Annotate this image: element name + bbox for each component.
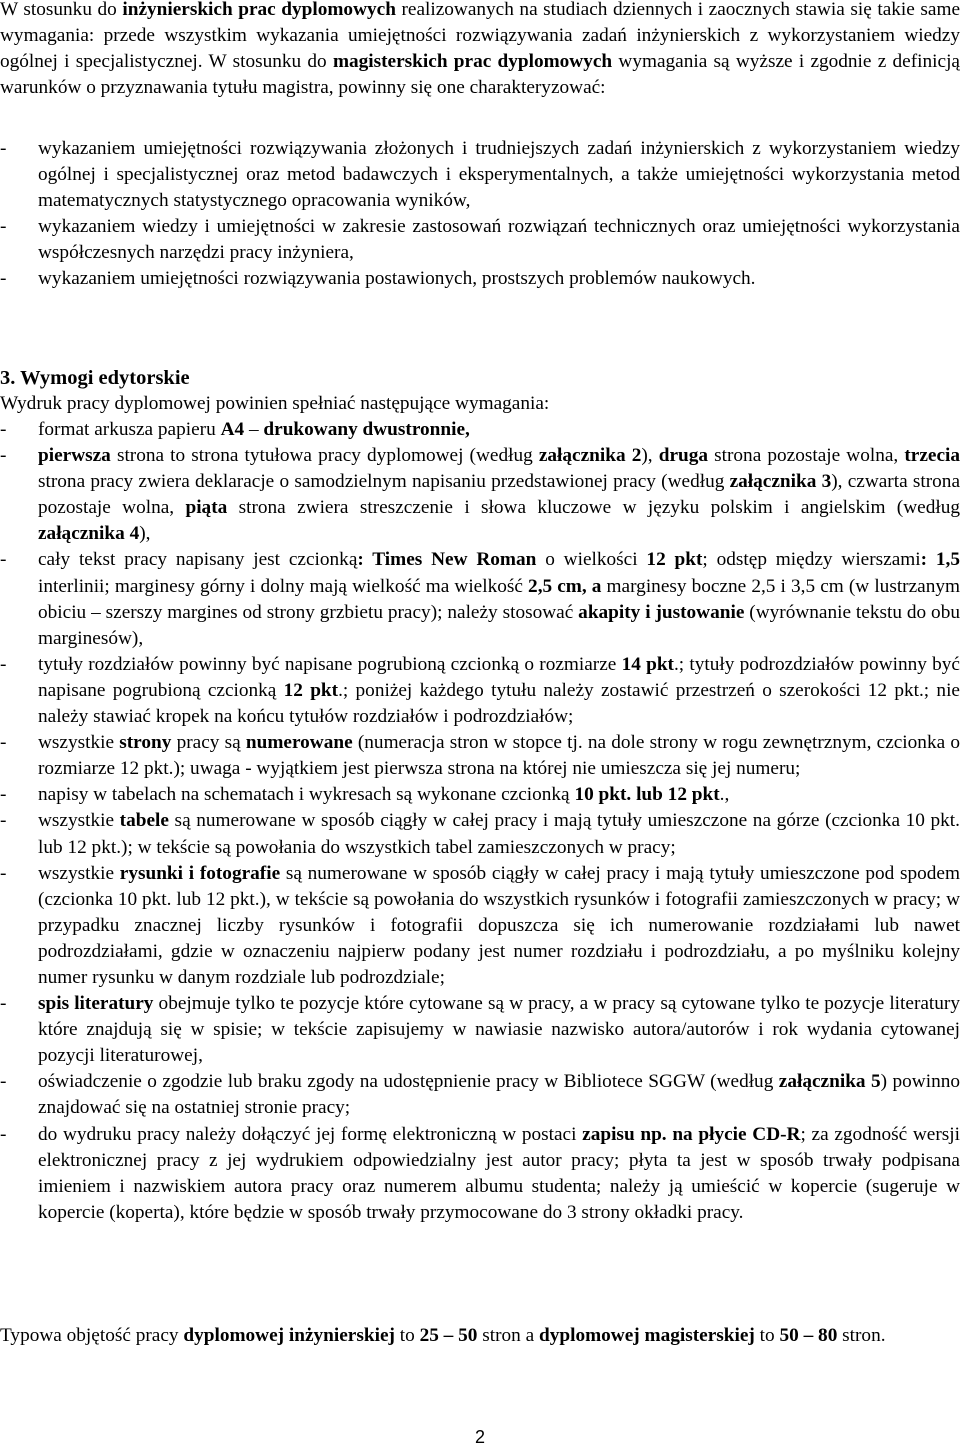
page-number: 2: [474, 1427, 485, 1447]
list-item: - oświadczenie o zgodzie lub braku zgody na udostępnienie pracy w Bibliotece SGGW (według załącznika 5) powinno znajdować się na ostatniej stronie pracy;: [0, 1071, 960, 1119]
closing-paragraph: Typowa objętość pracy dyplomowej inżynierskiej to 25 – 50 stron a dyplomowej magisterskiej to 50 – 80 stron.: [0, 1325, 886, 1346]
requirements-list: [0, 417, 960, 1226]
intro-text: [0, 0, 960, 101]
list-item: - wszystkie tabele są numerowane w sposób ciągły w całej pracy i mają tytuły umieszczone na górze (czcionka 10 pkt. lub 12 pkt.); w tekście są powołania do wszystkich tabel zamieszczonych w pracy;: [0, 810, 960, 858]
list-item: - format arkusza papieru A4 – drukowany dwustronnie,: [0, 419, 470, 440]
section-heading: 3. Wymogi edytorskie: [0, 367, 190, 389]
list-item: - wykazaniem wiedzy i umiejętności w zakresie zastosowań rozwiązań technicznych oraz umiejętności wykorzystania współczesnych narzędzi pracy inżyniera,: [0, 216, 960, 264]
section-lead: Wydruk pracy dyplomowej powinien spełniać następujące wymagania:: [0, 393, 550, 414]
list-item: - do wydruku pracy należy dołączyć jej formę elektroniczną w postaci zapisu np. na płycie CD-R; za zgodność wersji elektronicznej pracy z jej wydrukiem odpowiedzialny jest autor pracy; płyta ta jest w sposób trwały podpisana imieniem i nazwiskiem autora pracy oraz numerem albumu studenta; należy ją umieścić w kopercie (sugeruje w kopercie (koperta), które będzie w sposób trwały przymocowane do 3 strony okładki pracy.: [0, 1123, 960, 1223]
list-item: - wykazaniem umiejętności rozwiązywania postawionych, prostszych problemów naukowych.: [0, 268, 756, 290]
intro-p2: W stosunku do magisterskich prac dyplomowych wymagania są wyższe i zgodnie z definicją warunków o przyznawania tytułu magistra, powinny się one charakteryzować:: [0, 51, 960, 99]
list-item: - wykazaniem umiejętności rozwiązywania złożonych i trudniejszych zadań inżynierskich z wykorzystaniem wiedzy ogólnej i specjalistycznej oraz metod badawczych i eksperymentalnych, a także umiejętności wykorzystania metod matematycznych statystycznego opracowania wyników,: [0, 138, 960, 212]
list-item: - spis literatury obejmuje tylko te pozycje które cytowane są w pracy, a w pracy są cytowane tylko te pozycje literatury które znajdują się w spisie; w tekście zapisujemy w nawiasie nazwisko autora/autorów i rok wydania cytowanej pozycji literaturowej,: [0, 993, 960, 1067]
list-item: - tytuły rozdziałów powinny być napisane pogrubioną czcionką o rozmiarze 14 pkt.; tytuły podrozdziałów powinny być napisane pogrubioną czcionką 12 pkt.; poniżej każdego tytułu należy zostawić przestrzeń o szerokości 12 pkt.; nie należy stawiać kropek na końcu tytułów rozdziałów i podrozdziałów;: [0, 653, 960, 728]
list-item: - cały tekst pracy napisany jest czcionką: Times New Roman o wielkości 12 pkt; odstęp między wierszami: 1,5 interlinii; marginesy górny i dolny mają wielkość ma wielkość 2,5 cm, a marginesy boczne 2,5 i 3,5 cm (w lustrzanym obiciu – szerszy margines od strony grzbietu pracy); należy stosować akapity i justowanie (wyrównanie tekstu do obu marginesów),: [0, 549, 960, 649]
intro-p1: W stosunku do inżynierskich prac dyplomowych realizowanych na studiach dziennych i zaocznych stawia się takie same wymagania: przede wszystkim wykazania umiejętności rozwiązywania zadań inżynierskich z wykorzystaniem wiedzy ogólnej i specjalistycznej.: [0, 0, 960, 73]
list-item: - napisy w tabelach na schematach i wykresach są wykonane czcionką 10 pkt. lub 12 pkt.,: [0, 784, 730, 806]
list-item: - wszystkie rysunki i fotografie są numerowane w sposób ciągły w całej pracy i mają tytuły umieszczone pod spodem (czcionka 10 pkt. lub 12 pkt.), w tekście są powołania do wszystkich rysunków i fotografii zamieszczonych w pracy; w przypadku znacznej liczby rysunków i fotografii dopuszcza się ich numerowanie rozdziałami lub nawet podrozdziałami, gdzie w oznaczeniu najpierw podany jest numer rozdziału i podrozdziału, a po myślniku kolejny numer rysunku w danym rozdziale lub podrozdziale;: [0, 862, 960, 988]
intro-bullet-list: [0, 136, 960, 293]
list-item: - pierwsza strona to strona tytułowa pracy dyplomowej (według załącznika 2), druga strona pozostaje wolna, trzecia strona pracy zwiera deklaracje o samodzielnym napisaniu przedstawionej pracy (według załącznika 3), czwarta strona pozostaje wolna, piąta strona zwiera streszczenie i słowa kluczowe w języku polskim i angielskim (według załącznika 4),: [0, 445, 960, 545]
list-item: - wszystkie strony pracy są numerowane (numeracja stron w stopce tj. na dole strony w rogu zewnętrznym, czcionka o rozmiarze 12 pkt.); uwaga - wyjątkiem jest pierwsza strona na której nie umieszcza się jej numeru;: [0, 732, 960, 780]
